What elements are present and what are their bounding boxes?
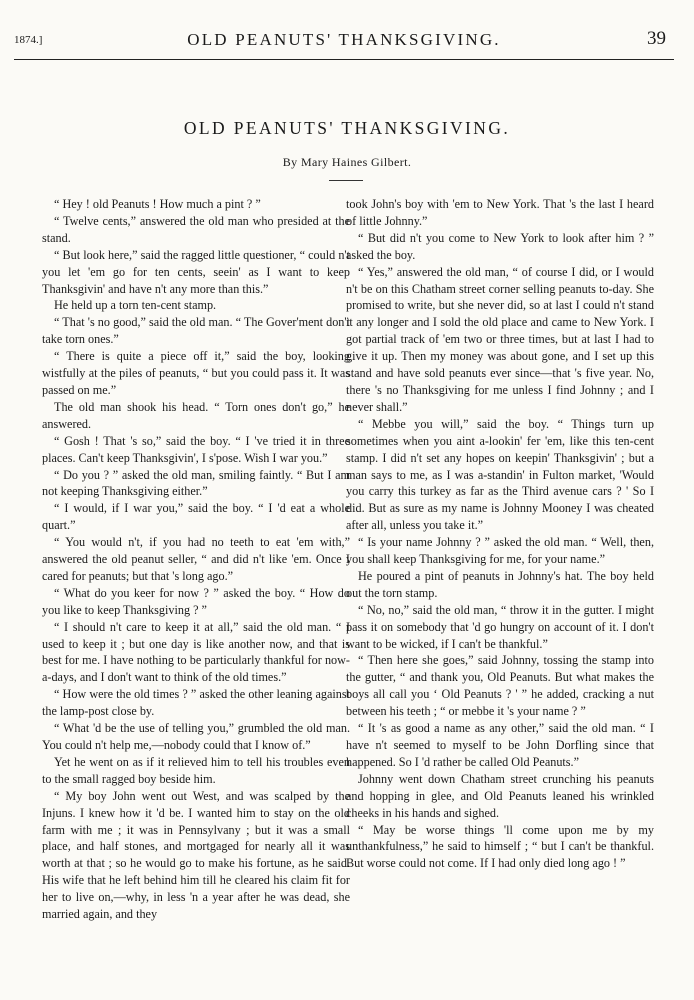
paragraph: “ Hey ! old Peanuts ! How much a pint ? ”	[54, 197, 261, 211]
running-head	[14, 28, 674, 54]
paragraph: “ My boy John went out West, and was scalped by the Injuns. I knew how it 'd be. I wanted him to stay on the old farm with me ; it was in Pennsylvany ; but it was a small place, and half stones, and mortgaged for nearly all it was worth at that ; so he would go to make his fortune, as he said. His wife that he left behind him till he cleared his claim fit for her to live on,—why, in less 'n a year after he was dead, she married again, and they	[42, 788, 350, 922]
paragraph: “ What 'd be the use of telling you,” grumbled the old man. You could n't help me,—nobody could that I know of.”	[42, 721, 350, 752]
paragraph: “ But did n't you come to New York to look after him ? ” asked the boy.	[346, 230, 654, 262]
page-number: 39	[647, 28, 666, 49]
paragraph: “ I should n't care to keep it at all,” said the old man. “ I used to keep it ; but one day is like another now, and that is best for me. I have nothing to be particularly thankful for now-a-days, and I don't want to think of the old times.”	[42, 619, 350, 685]
byline-rule	[329, 180, 363, 181]
paragraph: “ You would n't, if you had no teeth to eat 'em with,” answered the old peanut seller, “ and did n't like 'em. Once I cared for peanuts; but that 's long ago.”	[42, 535, 350, 583]
right-column	[346, 196, 654, 872]
paragraph: “ Mebbe you will,” said the boy. “ Things turn up sometimes when you aint a-lookin' fer 'em, like this ten-cent stamp. I did n't set any hopes on keepin' Thanksgivin' ; but a man says to me, as I was a-standin' in Fulton market, 'Would you carry this turkey as far as the Third avenue cars ? ' So I did. But as sure as my name is Johnny Mooney I was cheated after all, unless you take it.”	[346, 416, 654, 533]
paragraph-continued: took John's boy with 'em to New York. That 's the last I heard of little Johnny.”	[346, 197, 654, 228]
paragraph: Yet he went on as if it relieved him to tell his troubles even to the small ragged boy beside him.	[42, 754, 350, 786]
paragraph: “ Gosh ! That 's so,” said the boy. “ I 've tried it in three places. Can't keep Thanksgivin', I s'pose. Wish I war you.”	[42, 433, 350, 465]
left-column	[42, 196, 350, 923]
paragraph: “ It 's as good a name as any other,” said the old man. “ I have n't seemed to myself to be John Dorfling since that happened. So I 'd rather be called Old Peanuts.”	[346, 721, 654, 769]
paragraph: “ Is your name Johnny ? ” asked the old man. “ Well, then, you shall keep Thanksgiving for me, for your name.”	[346, 535, 654, 567]
running-head-year: 1874.]	[14, 34, 43, 46]
paragraph: “ But look here,” said the ragged little questioner, “ could n't you let 'em go for ten cents, seein' as I want to keep Thanksgivin' and have n't any more than this.”	[42, 247, 350, 296]
paragraph: “ How were the old times ? ” asked the other leaning against the lamp-post close by.	[42, 687, 350, 719]
running-head-rule	[14, 59, 674, 60]
paragraph: “ Do you ? ” asked the old man, smiling faintly. “ But I am not keeping Thanksgiving either.”	[42, 467, 350, 499]
paragraph: The old man shook his head. “ Torn ones don't go,” he answered.	[42, 399, 350, 431]
article-title: OLD PEANUTS' THANKSGIVING.	[183, 118, 511, 138]
paragraph: “ That 's no good,” said the old man. “ The Gover'ment don't take torn ones.”	[42, 315, 350, 347]
running-head-title: OLD PEANUTS' THANKSGIVING.	[187, 30, 501, 49]
paragraph: He poured a pint of peanuts in Johnny's hat. The boy held out the torn stamp.	[346, 568, 654, 600]
paragraph: “ Yes,” answered the old man, “ of course I did, or I would n't be on this Chatham street corner selling peanuts to-day. She promised to write, but she never did, so at last I could n't stand it any longer and I sold the old place and came to New York. I got partial track of 'em two or three times, but at last I had to give it up. Then my money was about gone, and I set up this stand and have sold peanuts ever since—that 's five year. No, there 's no Thanksgiving for me unless I find Johnny ; and I never shall.”	[346, 264, 654, 414]
paragraph: “ I would, if I war you,” said the boy. “ I 'd eat a whole quart.”	[42, 501, 350, 533]
paragraph: He held up a torn ten-cent stamp.	[54, 298, 217, 313]
paragraph: “ No, no,” said the old man, “ throw it in the gutter. I might pass it on somebody that 'd go hungry on account of it. I don't want to be wicked, if I can't be thankful.”	[346, 602, 654, 651]
paragraph: “ Then here she goes,” said Johnny, tossing the stamp into the gutter, “ and thank you, Old Peanuts. But what makes the boys all call you ‘ Old Peanuts ? ' ” he added, cracking a nut between his teeth ; “ or mebbe it 's your name ? ”	[346, 653, 654, 719]
paragraph: “ Twelve cents,” answered the old man who presided at the stand.	[42, 213, 350, 245]
byline: By Mary Haines Gilbert.	[282, 155, 412, 169]
paragraph: “ There is quite a piece off it,” said the boy, looking wistfully at the piles of peanuts, “ but you could pass it. It was passed on me.”	[42, 349, 350, 397]
paragraph: “ What do you keer for now ? ” asked the boy. “ How do you like to keep Thanksgiving ? ”	[42, 585, 350, 617]
paragraph: Johnny went down Chatham street crunching his peanuts and hopping in glee, and Old Peanuts leaned his wrinkled cheeks in his hands and sighed.	[346, 771, 654, 820]
paragraph: “ May be worse things 'll come upon me by my unthankfulness,” he said to himself ; “ but I can't be thankful. But worse could not come. If I had only died long ago ! ”	[346, 822, 654, 871]
